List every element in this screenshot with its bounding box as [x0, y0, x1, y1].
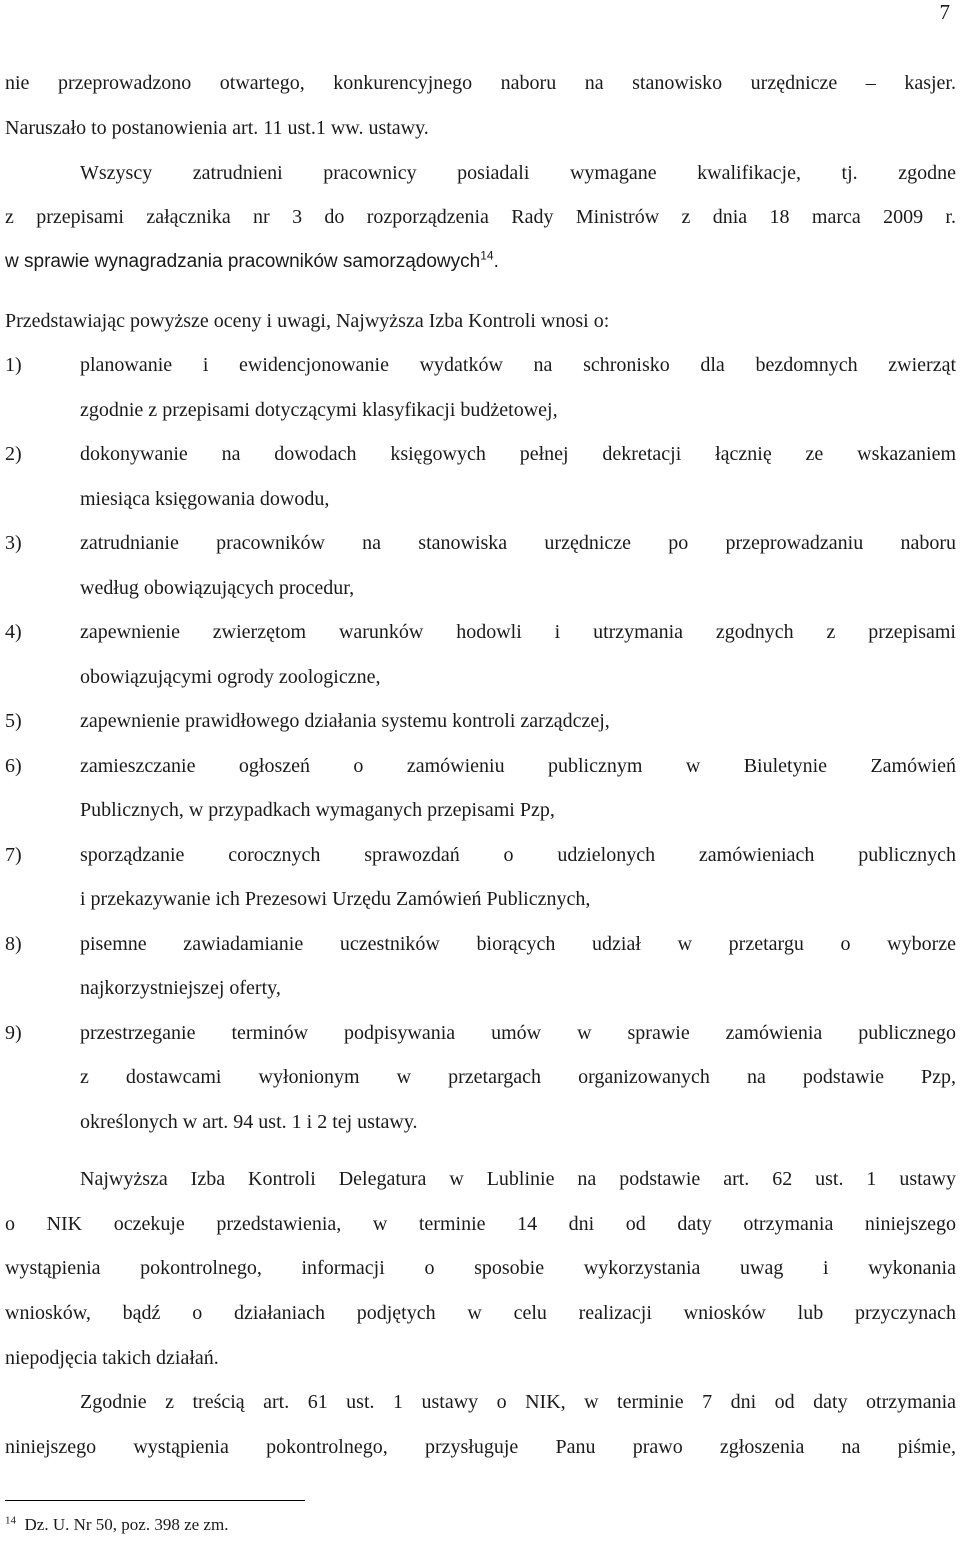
- intro-line-5: [5, 249, 499, 275]
- list-number: 5): [5, 710, 22, 732]
- paragraph-line: Zgodnie z treścią art. 61 ust. 1 ustawy o NIK, w terminie 7 dni od daty otrzymania: [80, 1391, 956, 1413]
- list-text-line: dokonywanie na dowodach księgowych pełnej dekretacji łącznię ze wskazaniem: [80, 443, 956, 465]
- paragraph-line: wniosków, bądź o działaniach podjętych w celu realizacji wniosków lub przyczynach: [5, 1302, 956, 1324]
- paragraph-line: o NIK oczekuje przedstawienia, w terminie 14 dni od daty otrzymania niniejszego: [5, 1213, 956, 1235]
- list-text-line: zapewnienie prawidłowego działania systemu kontroli zarządczej,: [80, 710, 610, 732]
- list-number: 3): [5, 532, 22, 554]
- list-text-line: zamieszczanie ogłoszeń o zamówieniu publicznym w Biuletynie Zamówień: [80, 755, 956, 777]
- list-text-line: najkorzystniejszej oferty,: [80, 977, 281, 999]
- list-text-line: i przekazywanie ich Prezesowi Urzędu Zamówień Publicznych,: [80, 888, 591, 910]
- paragraph-line: niniejszego wystąpienia pokontrolnego, przysługuje Panu prawo zgłoszenia na piśmie,: [5, 1436, 956, 1458]
- list-text-line: pisemne zawiadamianie uczestników biorących udział w przetargu o wyborze: [80, 933, 956, 955]
- footnote: [5, 1514, 228, 1536]
- intro-line-5-end: .: [493, 251, 499, 272]
- intro-line-4: z przepisami załącznika nr 3 do rozporządzenia Rady Ministrów z dnia 18 marca 2009 r.: [5, 206, 956, 228]
- list-number: 2): [5, 443, 22, 465]
- footnote-number: 14: [5, 1514, 16, 1527]
- list-number: 6): [5, 755, 22, 777]
- list-number: 4): [5, 621, 22, 643]
- list-number: 1): [5, 354, 22, 376]
- list-text-line: miesiąca księgowania dowodu,: [80, 488, 330, 510]
- paragraph-line: niepodjęcia takich działań.: [5, 1347, 219, 1369]
- list-text-line: sporządzanie corocznych sprawozdań o udzielonych zamówieniach publicznych: [80, 844, 956, 866]
- list-text-line: zatrudnianie pracowników na stanowiska urzędnicze po przeprowadzaniu naboru: [80, 532, 956, 554]
- list-number: 7): [5, 844, 22, 866]
- footnote-text: Dz. U. Nr 50, poz. 398 ze zm.: [24, 1515, 229, 1534]
- footnote-ref: 14: [480, 248, 494, 263]
- list-text-line: planowanie i ewidencjonowanie wydatków na schronisko dla bezdomnych zwierząt: [80, 354, 956, 376]
- list-text-line: z dostawcami wyłonionym w przetargach organizowanych na podstawie Pzp,: [80, 1066, 956, 1088]
- list-text-line: obowiązującymi ogrody zoologiczne,: [80, 666, 381, 688]
- paragraph-line: wystąpienia pokontrolnego, informacji o sposobie wykorzystania uwag i wykonania: [5, 1257, 956, 1279]
- page-number: 7: [939, 0, 950, 24]
- list-number: 8): [5, 933, 22, 955]
- list-text-line: określonych w art. 94 ust. 1 i 2 tej ustawy.: [80, 1111, 418, 1133]
- intro-line-1: nie przeprowadzono otwartego, konkurencyjnego naboru na stanowisko urzędnicze – kasjer.: [5, 72, 956, 94]
- intro-line-2: Naruszało to postanowienia art. 11 ust.1 ww. ustawy.: [5, 117, 429, 139]
- footnote-rule: [5, 1500, 305, 1501]
- list-text-line: przestrzeganie terminów podpisywania umów w sprawie zamówienia publicznego: [80, 1022, 956, 1044]
- list-text-line: zgodnie z przepisami dotyczącymi klasyfikacji budżetowej,: [80, 399, 558, 421]
- list-number: 9): [5, 1022, 22, 1044]
- paragraph-line: Najwyższa Izba Kontroli Delegatura w Lublinie na podstawie art. 62 ust. 1 ustawy: [80, 1168, 956, 1190]
- intro-line-3: Wszyscy zatrudnieni pracownicy posiadali wymagane kwalifikacje, tj. zgodne: [80, 162, 956, 184]
- list-text-line: według obowiązujących procedur,: [80, 577, 355, 599]
- intro-line-5-text: w sprawie wynagradzania pracowników samorządowych: [5, 251, 481, 272]
- list-text-line: zapewnienie zwierzętom warunków hodowli i utrzymania zgodnych z przepisami: [80, 621, 956, 643]
- lead-sentence: Przedstawiając powyższe oceny i uwagi, Najwyższa Izba Kontroli wnosi o:: [5, 310, 610, 332]
- list-text-line: Publicznych, w przypadkach wymaganych przepisami Pzp,: [80, 799, 555, 821]
